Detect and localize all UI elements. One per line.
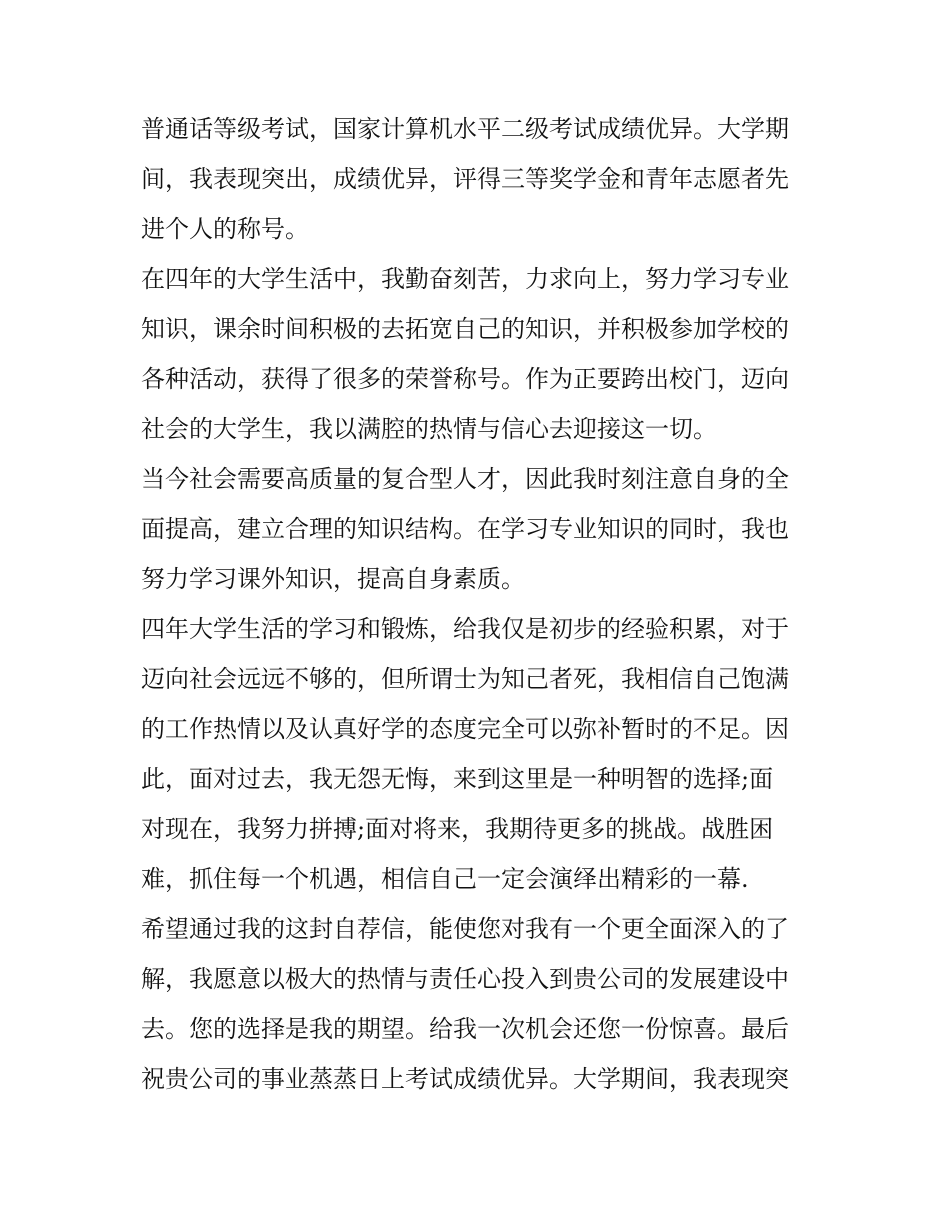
text-line: 去。您的选择是我的期望。给我一次机会还您一份惊喜。最后 bbox=[141, 1015, 789, 1043]
text-line: 希望通过我的这封自荐信，能使您对我有一个更全面深入的了 bbox=[141, 915, 789, 943]
text-line: 进个人的称号。 bbox=[141, 215, 309, 243]
text-line: 知识，课余时间积极的去拓宽自己的知识，并积极参加学校的 bbox=[141, 315, 789, 343]
paragraph-4 bbox=[141, 604, 821, 904]
text-line: 的工作热情以及认真好学的态度完全可以弥补暂时的不足。因 bbox=[141, 715, 789, 743]
text-line: 迈向社会远远不够的，但所谓士为知己者死，我相信自己饱满 bbox=[141, 665, 789, 693]
text-line: 面提高，建立合理的知识结构。在学习专业知识的同时，我也 bbox=[141, 515, 789, 543]
text-line: 解，我愿意以极大的热情与责任心投入到贵公司的发展建设中 bbox=[141, 965, 789, 993]
paragraph-2 bbox=[141, 254, 821, 454]
text-line: 努力学习课外知识，提高自身素质。 bbox=[141, 565, 525, 593]
paragraph-3 bbox=[141, 454, 821, 604]
text-line: 祝贵公司的事业蒸蒸日上考试成绩优异。大学期间，我表现突 bbox=[141, 1065, 789, 1093]
text-line: 对现在，我努力拼搏;面对将来，我期待更多的挑战。战胜困 bbox=[141, 815, 774, 843]
paragraph-1 bbox=[141, 104, 821, 254]
text-line: 此，面对过去，我无怨无悔，来到这里是一种明智的选择;面 bbox=[141, 765, 774, 793]
text-line: 四年大学生活的学习和锻炼，给我仅是初步的经验积累，对于 bbox=[141, 615, 789, 643]
text-line: 当今社会需要高质量的复合型人才，因此我时刻注意自身的全 bbox=[141, 465, 789, 493]
paragraph-5 bbox=[141, 904, 821, 1104]
text-line: 难，抓住每一个机遇，相信自己一定会演绎出精彩的一幕. bbox=[141, 865, 749, 893]
text-line: 间，我表现突出，成绩优异，评得三等奖学金和青年志愿者先 bbox=[141, 165, 789, 193]
text-line: 社会的大学生，我以满腔的热情与信心去迎接这一切。 bbox=[141, 415, 717, 443]
text-line: 各种活动，获得了很多的荣誉称号。作为正要跨出校门，迈向 bbox=[141, 365, 789, 393]
document-body bbox=[141, 104, 821, 1104]
text-line: 在四年的大学生活中，我勤奋刻苦，力求向上，努力学习专业 bbox=[141, 265, 789, 293]
text-line: 普通话等级考试，国家计算机水平二级考试成绩优异。大学期 bbox=[141, 115, 789, 143]
